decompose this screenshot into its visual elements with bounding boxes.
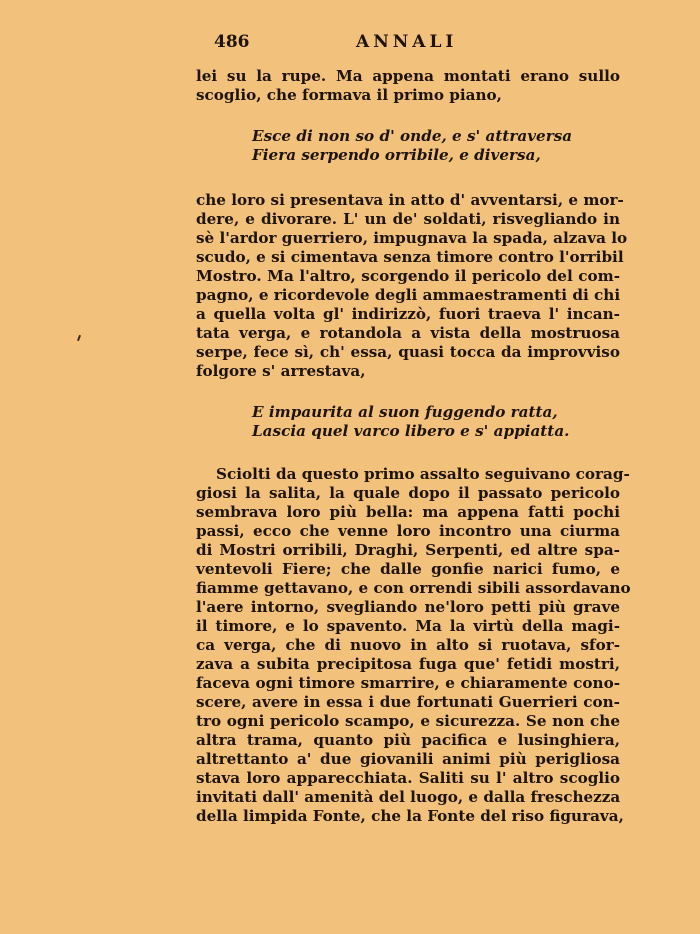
text-line: scoglio, che formava il primo piano, [196,86,502,104]
text-line: Sciolti da questo primo assalto seguivano corag- [216,465,630,483]
text-line: l'aere intorno, svegliando ne'loro petti più grave [196,598,620,616]
text-line: folgore s' arrestava, [196,362,366,380]
text-line: di Mostri orribili, Draghi, Serpenti, ed altre spa- [196,541,620,559]
text-line: tro ogni pericolo scampo, e sicurezza. Se non che [196,712,620,730]
text-line: a quella volta gl' indirizzò, fuori traeva l' incan- [196,305,620,323]
paragraph-2 [196,191,628,381]
verse-line: Lascia quel varco libero e s' appiatta. [252,422,570,440]
text-line: giosi la salita, la quale dopo il passato pericolo [196,484,620,502]
page-number: 486 [214,32,250,52]
text-line: zava a subita precipitosa fuga que' fetidi mostri, [196,655,620,673]
text-line: il timore, e lo spavento. Ma la virtù della magi- [196,617,620,635]
text-line: sembrava loro più bella: ma appena fatti pochi [196,503,620,521]
verse-line: Esce di non so d' onde, e s' attraversa [252,127,573,145]
text-line: altrettanto a' due giovanili animi più perigliosa [196,750,620,768]
text-line: scere, avere in essa i due fortunati Guerrieri con- [196,693,620,711]
text-line: tata verga, e rotandola a vista della mostruosa [196,324,620,342]
running-head: ANNALI [356,32,458,52]
text-line: della limpida Fonte, che la Fonte del riso figurava, [196,807,624,825]
ink-speck [77,335,81,341]
text-line: pagno, e ricordevole degli ammaestramenti di chi [196,286,621,304]
text-line: ventevoli Fiere; che dalle gonfie narici fumo, e [196,560,620,578]
text-line: fiamme gettavano, e con orrendi sibili assordavano [196,579,631,597]
text-line: stava loro apparecchiata. Saliti su l' altro scoglio [196,769,620,787]
text-line: ca verga, che di nuovo in alto si ruotava, sfor- [196,636,620,654]
text-line: lei su la rupe. Ma appena montati erano sullo [196,67,620,85]
text-line: scudo, e si cimentava senza timore contro l'orribil [196,248,624,266]
verse-quote-2 [196,403,620,441]
paragraph-3 [196,465,631,826]
verse-quote-1 [196,127,620,165]
verse-line: E impaurita al suon fuggendo ratta, [252,403,558,421]
text-line: Mostro. Ma l'altro, scorgendo il pericolo del com- [196,267,620,285]
paragraph-1 [196,67,620,105]
text-line: invitati dall' amenità del luogo, e dalla freschezza [196,788,621,806]
page-header [196,32,620,56]
page-body [196,67,631,826]
text-line: faceva ogni timore smarrire, e chiaramente cono- [196,674,620,692]
text-line: che loro si presentava in atto d' avventarsi, e mor- [196,191,624,209]
text-line: passi, ecco che venne loro incontro una ciurma [196,522,620,540]
text-line: dere, e divorare. L' un de' soldati, risvegliando in [196,210,620,228]
text-line: altra trama, quanto più pacifica e lusinghiera, [196,731,620,749]
text-line: sè l'ardor guerriero, impugnava la spada, alzava lo [196,229,628,247]
text-line: serpe, fece sì, ch' essa, quasi tocca da improvviso [196,343,620,361]
verse-line: Fiera serpendo orribile, e diversa, [252,146,541,164]
